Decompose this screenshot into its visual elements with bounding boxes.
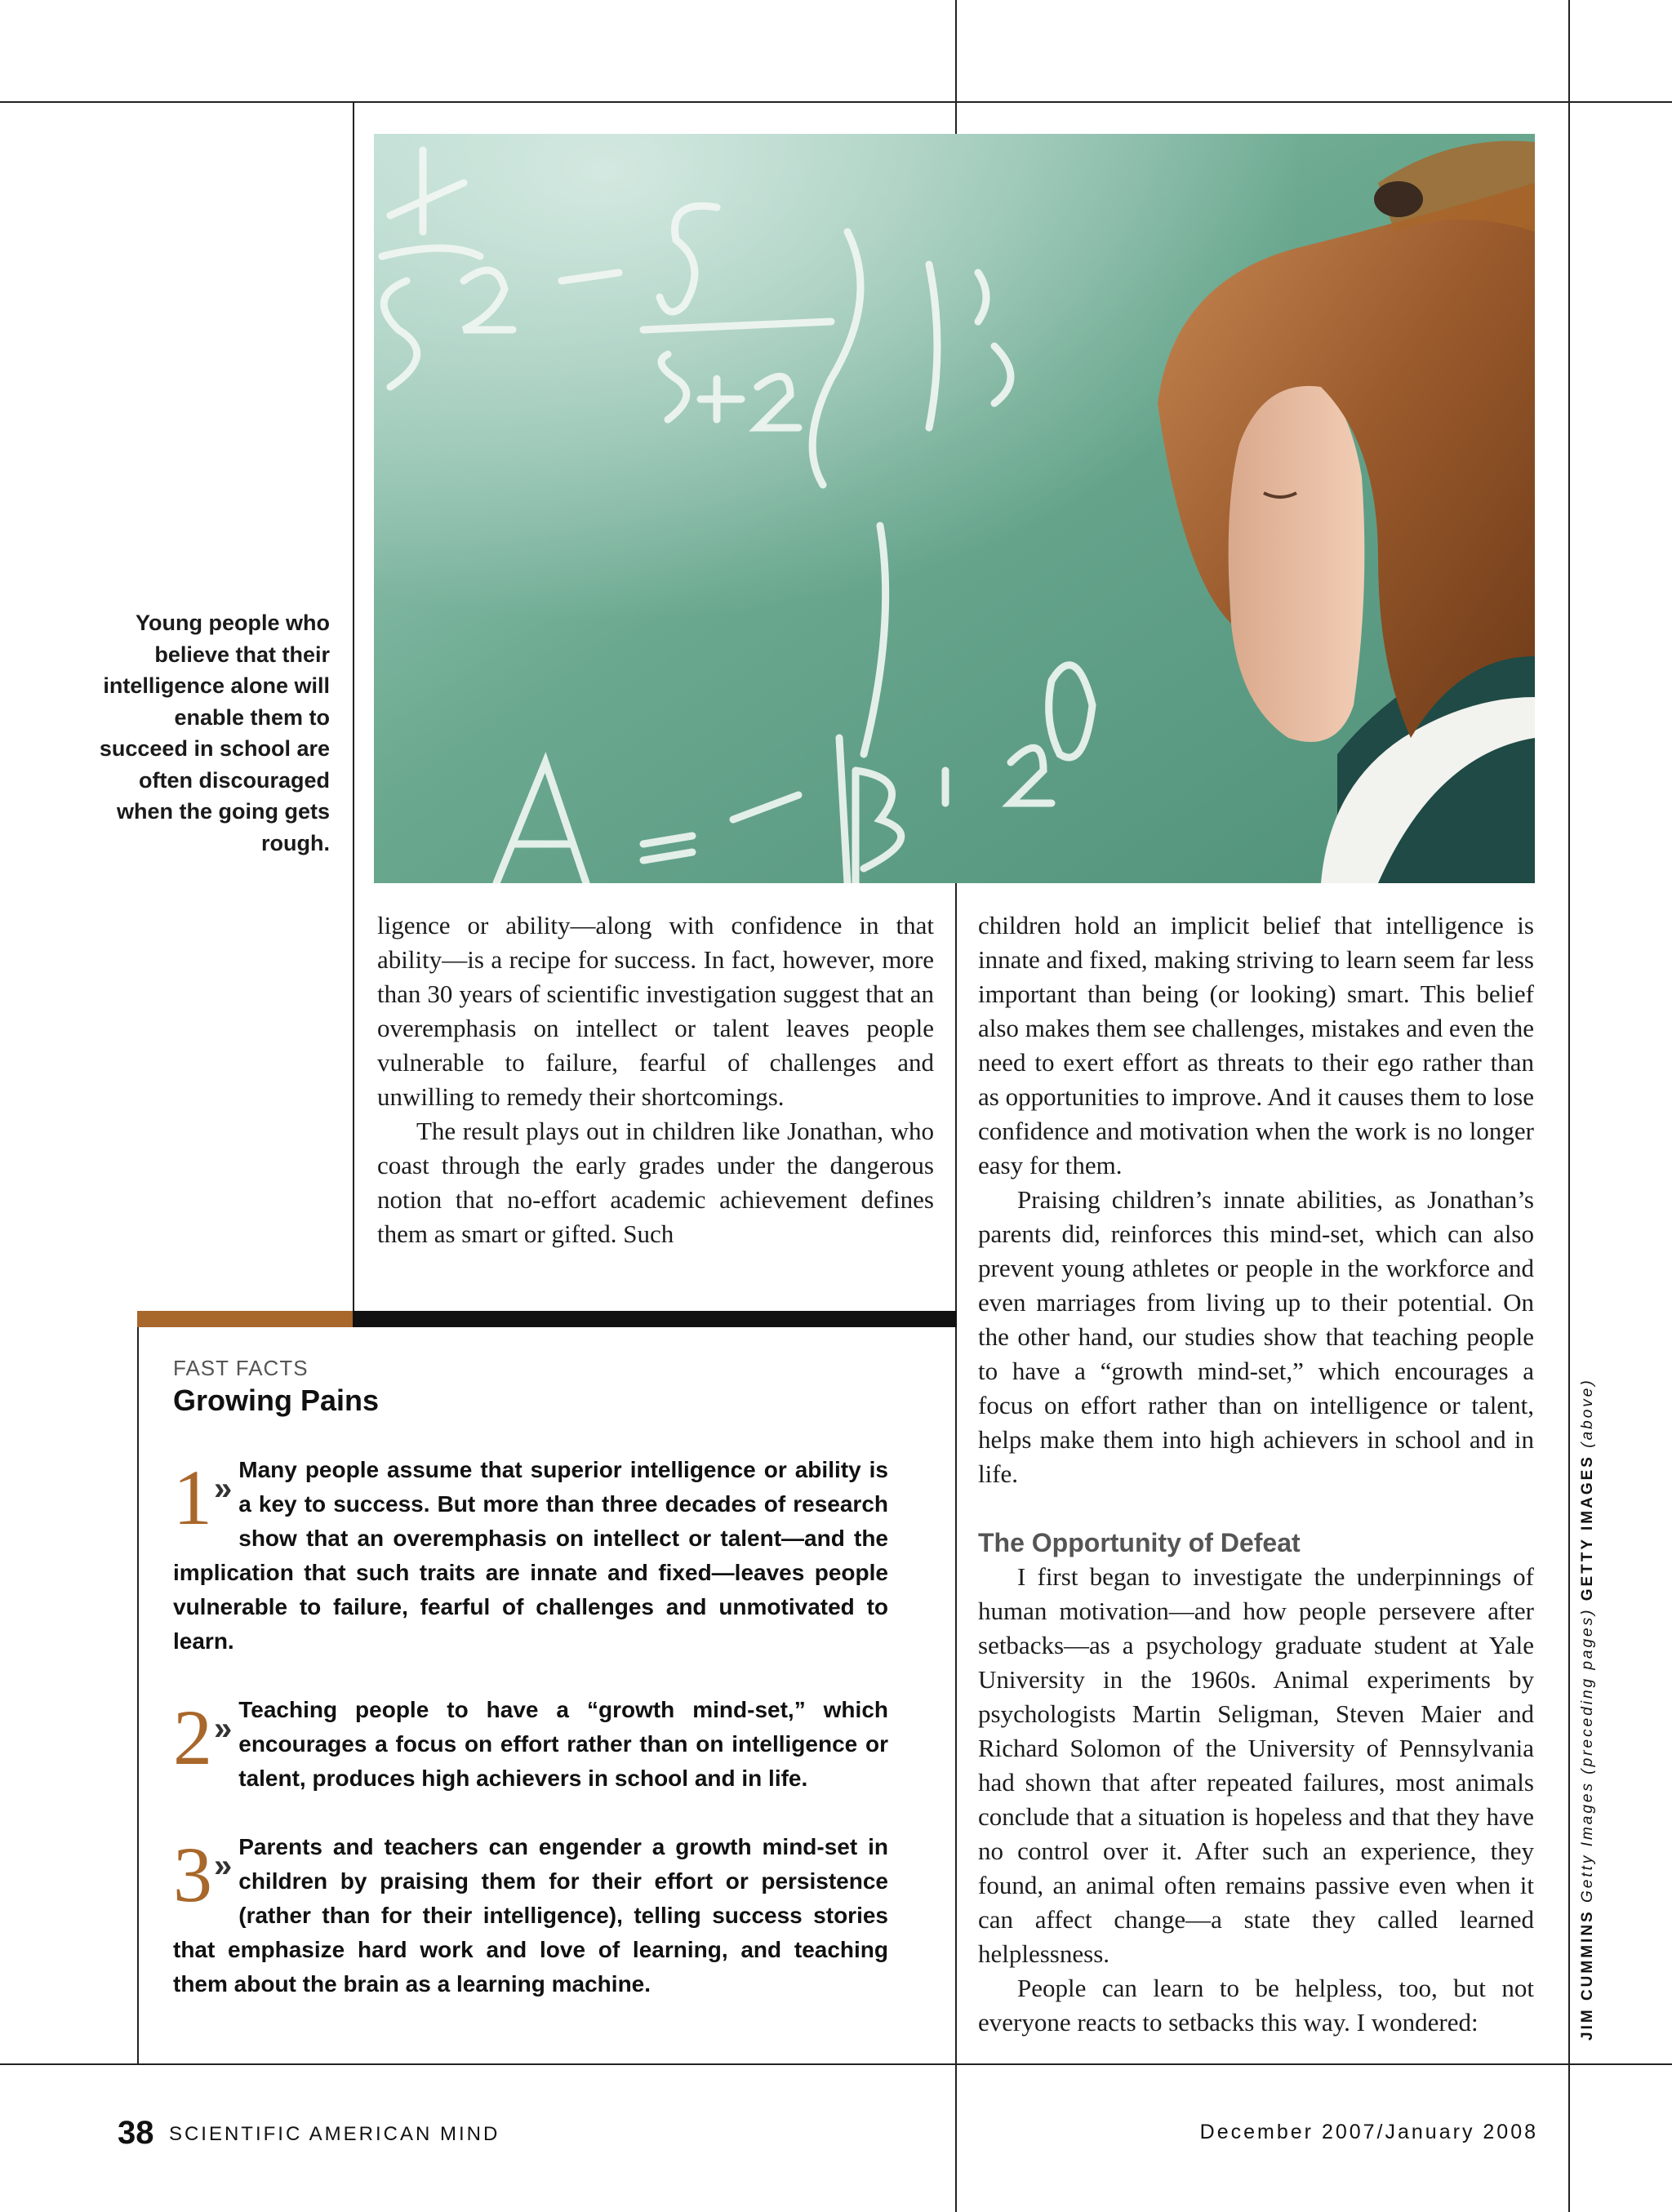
fact-item (173, 1830, 888, 2001)
body-paragraph: ligence or ability—along with confidence in that ability—is a recipe for success. In fact, however, more than 30 years of scientific investigation suggest that an overemphasis on intellect or talent leaves people vulnerable to failure, fearful of challenges and unwilling to remedy their shortcomings. (377, 911, 934, 1111)
fact-number: 3» (173, 1831, 233, 1918)
fast-facts-box (173, 1355, 888, 2001)
gutter-rule-left (353, 101, 354, 1313)
top-rule (0, 101, 1672, 103)
fact-text: Many people assume that superior intelligence or ability is a key to success. But more than three decades of research show that an overemphasis on intellect or talent—and the implication that such traits are innate and fixed—leaves people vulnerable to failure, fearful of challenges and unmotivated to learn. (173, 1457, 888, 1654)
fact-item (173, 1693, 888, 1796)
magazine-name: SCIENTIFIC AMERICAN MIND (168, 2123, 500, 2145)
gutter-rule-right (1568, 0, 1570, 2212)
double-chevron-icon: » (214, 1848, 233, 1884)
body-column-left (377, 908, 934, 1251)
body-paragraph: People can learn to be helpless, too, but not everyone reacts to setbacks this way. I wondered: (978, 1974, 1534, 2037)
body-paragraph: I first began to investigate the underpinnings of human motivation—and how people persevere after setbacks—as a psychology graduate student at Yale University in the 1960s. Animal experiments by psychologists Martin Seligman, Steven Maier and Richard Solomon of the University of Pennsylvania had shown that after repeated failures, most animals conclude that a situation is hopeless and that they have no control over it. After such an experience, they found, an animal often remains passive even when it can affect change—a state they called learned helplessness. (978, 1562, 1534, 1968)
fast-facts-accent-bar (137, 1311, 353, 1327)
photo-caption: Young people who believe that their intelligence alone will enable them to succeed in school are often discouraged when the going gets rough. (99, 611, 330, 855)
fast-facts-top-bar (353, 1311, 957, 1327)
double-chevron-icon: » (214, 1711, 233, 1747)
girl-at-chalkboard-photo (374, 134, 1535, 883)
body-paragraph: Praising children’s innate abilities, as Jonathan’s parents did, reinforces this mind-set, which can also prevent young athletes or people in the workforce and even marriages from living up to their potential. On the other hand, our studies show that teaching people to have a “growth mind-set,” which encourages a focus on effort rather than on intelligence or talent, helps make them into high achievers in school and in life. (978, 1185, 1534, 1488)
footer-folio (118, 2115, 500, 2152)
fact-number: 1» (173, 1454, 233, 1541)
photo-credit: JIM CUMMINS Getty Images (preceding pages) GETTY IMAGES (above) (1579, 1378, 1596, 2041)
page-number: 38 (118, 2115, 154, 2151)
double-chevron-icon: » (214, 1471, 233, 1507)
body-column-right (978, 908, 1534, 2040)
bottom-rule (0, 2063, 1672, 2065)
body-paragraph: children hold an implicit belief that intelligence is innate and fixed, making striving to learn seem far less important than being (or looking) smart. This belief also makes them see challenges, mistakes and even the need to exert effort as threats to their ego rather than as opportunities to improve. And it causes them to lose confidence and motivation when the work is no longer easy for them. (978, 911, 1534, 1179)
fact-text: Parents and teachers can engender a growth mind-set in children by praising them for their effort or persistence (rather than for their intelligence), telling success stories that emphasize hard work and love of learning, and teaching them about the brain as a learning machine. (173, 1834, 888, 1997)
fast-facts-left-rule (137, 1311, 139, 2063)
fast-facts-kicker: FAST FACTS (173, 1356, 309, 1380)
fact-number: 2» (173, 1694, 233, 1781)
fast-facts-title: Growing Pains (173, 1384, 380, 1417)
section-subhead: The Opportunity of Defeat (978, 1528, 1301, 1557)
issue-date: December 2007/January 2008 (1199, 2121, 1538, 2143)
fact-item (173, 1453, 888, 1659)
body-paragraph: The result plays out in children like Jonathan, who coast through the early grades under the dangerous notion that no-effort academic achievement defines them as smart or gifted. Such (377, 1117, 934, 1248)
fact-text: Teaching people to have a “growth mind-set,” which encourages a focus on effort rather than on intelligence or talent, produces high achievers in school and in life. (238, 1697, 888, 1791)
